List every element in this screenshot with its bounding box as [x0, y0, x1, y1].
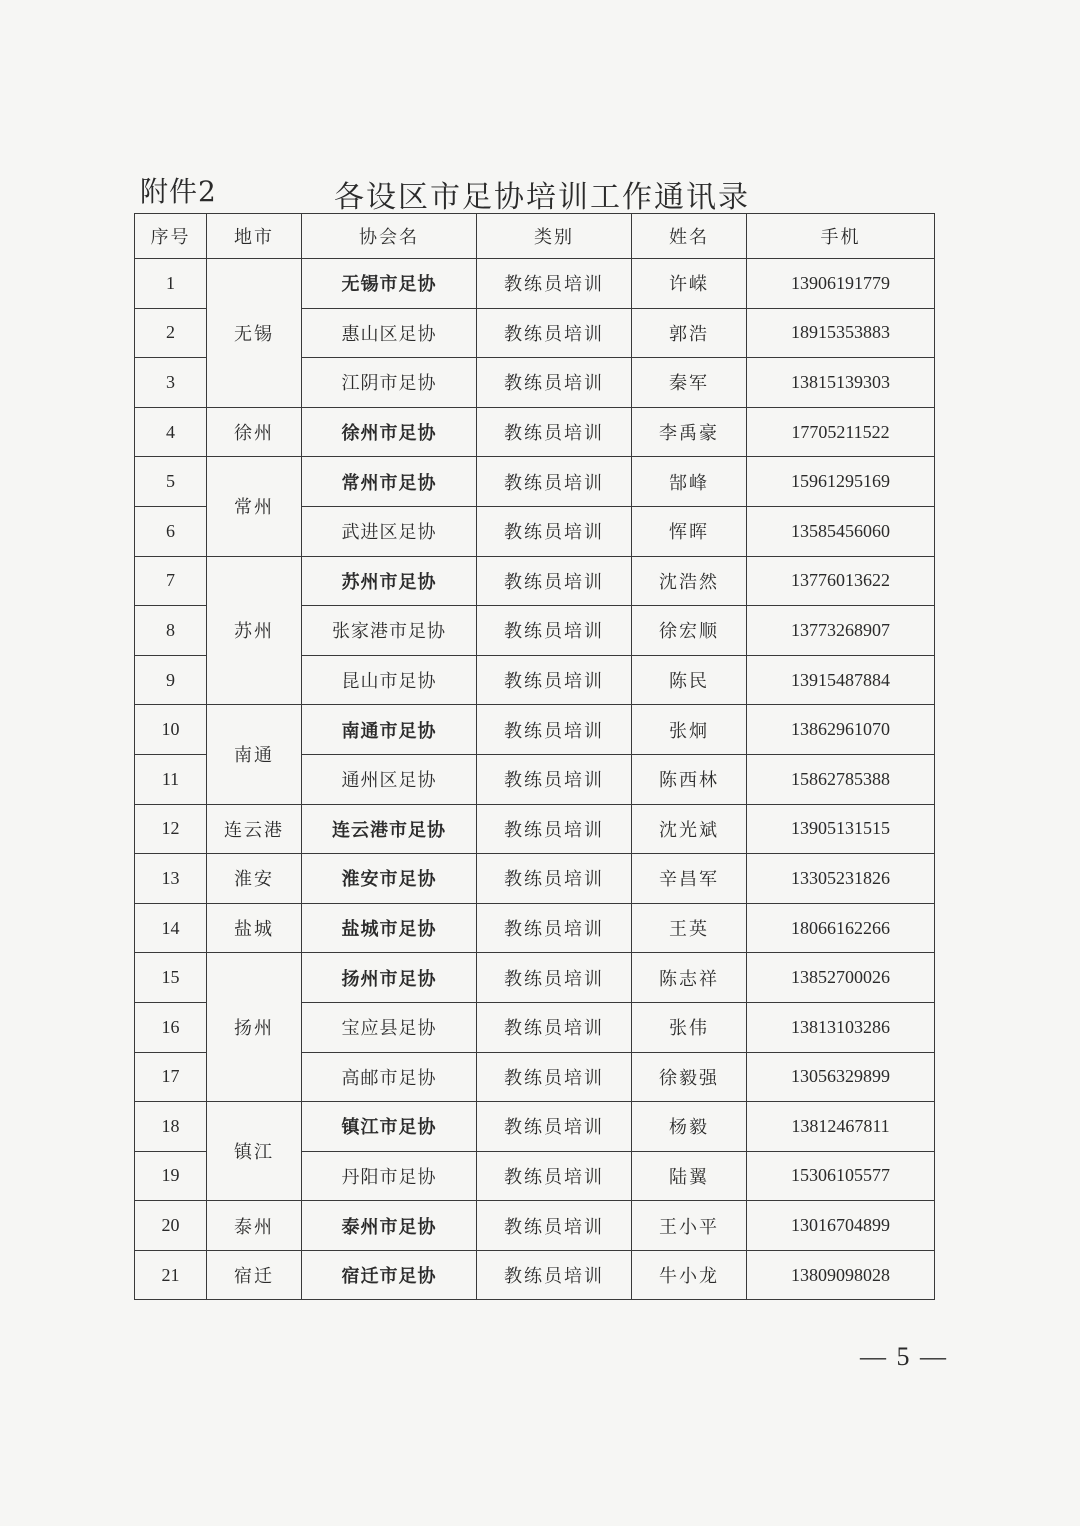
cell-category: 教练员培训 — [477, 953, 632, 1003]
cell-seq: 2 — [135, 308, 207, 358]
cell-category: 教练员培训 — [477, 655, 632, 705]
table-row — [135, 556, 935, 606]
cell-name: 陈志祥 — [632, 953, 747, 1003]
cell-city: 南通 — [207, 705, 302, 804]
cell-city: 扬州 — [207, 953, 302, 1102]
cell-phone: 18915353883 — [747, 308, 935, 358]
cell-category: 教练员培训 — [477, 1002, 632, 1052]
cell-association: 泰州市足协 — [302, 1201, 477, 1251]
table-row — [135, 854, 935, 904]
cell-association: 高邮市足协 — [302, 1052, 477, 1102]
cell-seq: 16 — [135, 1002, 207, 1052]
column-header-phone: 手机 — [747, 214, 935, 259]
cell-seq: 9 — [135, 655, 207, 705]
cell-category: 教练员培训 — [477, 1151, 632, 1201]
cell-seq: 18 — [135, 1102, 207, 1152]
table-body — [135, 259, 935, 1300]
cell-city: 宿迁 — [207, 1250, 302, 1300]
cell-category: 教练员培训 — [477, 754, 632, 804]
cell-phone: 13056329899 — [747, 1052, 935, 1102]
cell-name: 王英 — [632, 903, 747, 953]
table-row — [135, 259, 935, 309]
cell-name: 徐宏顺 — [632, 606, 747, 656]
cell-association: 通州区足协 — [302, 754, 477, 804]
cell-name: 陈西林 — [632, 754, 747, 804]
cell-name: 杨毅 — [632, 1102, 747, 1152]
cell-association: 南通市足协 — [302, 705, 477, 755]
cell-association: 江阴市足协 — [302, 358, 477, 408]
cell-name: 陈民 — [632, 655, 747, 705]
cell-seq: 15 — [135, 953, 207, 1003]
cell-association: 淮安市足协 — [302, 854, 477, 904]
cell-seq: 11 — [135, 754, 207, 804]
cell-association: 宿迁市足协 — [302, 1250, 477, 1300]
cell-category: 教练员培训 — [477, 1052, 632, 1102]
cell-seq: 21 — [135, 1250, 207, 1300]
cell-category: 教练员培训 — [477, 1250, 632, 1300]
cell-seq: 6 — [135, 506, 207, 556]
cell-phone: 13776013622 — [747, 556, 935, 606]
cell-city: 常州 — [207, 457, 302, 556]
cell-association: 镇江市足协 — [302, 1102, 477, 1152]
cell-category: 教练员培训 — [477, 903, 632, 953]
cell-city: 连云港 — [207, 804, 302, 854]
table-row — [135, 903, 935, 953]
cell-phone: 17705211522 — [747, 407, 935, 457]
cell-name: 沈浩然 — [632, 556, 747, 606]
cell-association: 苏州市足协 — [302, 556, 477, 606]
cell-city: 苏州 — [207, 556, 302, 705]
cell-category: 教练员培训 — [477, 259, 632, 309]
attachment-label: 附件2 — [140, 175, 217, 208]
cell-phone: 13862961070 — [747, 705, 935, 755]
cell-phone: 13809098028 — [747, 1250, 935, 1300]
cell-category: 教练员培训 — [477, 705, 632, 755]
contact-table — [134, 213, 935, 1300]
cell-category: 教练员培训 — [477, 407, 632, 457]
cell-seq: 5 — [135, 457, 207, 507]
cell-seq: 20 — [135, 1201, 207, 1251]
table-row — [135, 804, 935, 854]
cell-association: 连云港市足协 — [302, 804, 477, 854]
cell-name: 沈光斌 — [632, 804, 747, 854]
cell-seq: 3 — [135, 358, 207, 408]
cell-city: 镇江 — [207, 1102, 302, 1201]
column-header-city: 地市 — [207, 214, 302, 259]
cell-name: 李禹豪 — [632, 407, 747, 457]
cell-city: 无锡 — [207, 259, 302, 408]
cell-seq: 17 — [135, 1052, 207, 1102]
cell-seq: 7 — [135, 556, 207, 606]
cell-seq: 4 — [135, 407, 207, 457]
cell-association: 武进区足协 — [302, 506, 477, 556]
cell-seq: 13 — [135, 854, 207, 904]
cell-category: 教练员培训 — [477, 506, 632, 556]
cell-seq: 1 — [135, 259, 207, 309]
cell-association: 宝应县足协 — [302, 1002, 477, 1052]
cell-association: 昆山市足协 — [302, 655, 477, 705]
cell-name: 郭浩 — [632, 308, 747, 358]
cell-phone: 13016704899 — [747, 1201, 935, 1251]
cell-category: 教练员培训 — [477, 1201, 632, 1251]
cell-association: 扬州市足协 — [302, 953, 477, 1003]
cell-association: 常州市足协 — [302, 457, 477, 507]
cell-name: 张伟 — [632, 1002, 747, 1052]
cell-phone: 15862785388 — [747, 754, 935, 804]
cell-category: 教练员培训 — [477, 606, 632, 656]
cell-phone: 13915487884 — [747, 655, 935, 705]
cell-category: 教练员培训 — [477, 556, 632, 606]
page-title: 各设区市足协培训工作通讯录 — [334, 180, 750, 215]
table-row — [135, 407, 935, 457]
cell-association: 丹阳市足协 — [302, 1151, 477, 1201]
cell-category: 教练员培训 — [477, 308, 632, 358]
table-row — [135, 457, 935, 507]
cell-seq: 10 — [135, 705, 207, 755]
page-number: — 5 — — [860, 1342, 948, 1371]
cell-phone: 15306105577 — [747, 1151, 935, 1201]
column-header-association: 协会名 — [302, 214, 477, 259]
column-header-seq: 序号 — [135, 214, 207, 259]
cell-phone: 13773268907 — [747, 606, 935, 656]
table-header-row — [135, 214, 935, 259]
cell-phone: 13812467811 — [747, 1102, 935, 1152]
cell-category: 教练员培训 — [477, 854, 632, 904]
cell-city: 泰州 — [207, 1201, 302, 1251]
cell-city: 徐州 — [207, 407, 302, 457]
cell-category: 教练员培训 — [477, 1102, 632, 1152]
cell-phone: 13906191779 — [747, 259, 935, 309]
cell-phone: 18066162266 — [747, 903, 935, 953]
cell-name: 陆翼 — [632, 1151, 747, 1201]
cell-category: 教练员培训 — [477, 358, 632, 408]
cell-phone: 13585456060 — [747, 506, 935, 556]
table-row — [135, 1201, 935, 1251]
cell-name: 许嵘 — [632, 259, 747, 309]
cell-phone: 15961295169 — [747, 457, 935, 507]
cell-name: 牛小龙 — [632, 1250, 747, 1300]
cell-seq: 12 — [135, 804, 207, 854]
cell-phone: 13905131515 — [747, 804, 935, 854]
cell-association: 无锡市足协 — [302, 259, 477, 309]
cell-name: 王小平 — [632, 1201, 747, 1251]
cell-name: 恽晖 — [632, 506, 747, 556]
cell-phone: 13815139303 — [747, 358, 935, 408]
cell-category: 教练员培训 — [477, 804, 632, 854]
cell-city: 淮安 — [207, 854, 302, 904]
table-row — [135, 1250, 935, 1300]
cell-category: 教练员培训 — [477, 457, 632, 507]
cell-phone: 13852700026 — [747, 953, 935, 1003]
table-row — [135, 1102, 935, 1152]
cell-association: 盐城市足协 — [302, 903, 477, 953]
table-row — [135, 705, 935, 755]
cell-association: 张家港市足协 — [302, 606, 477, 656]
cell-name: 辛昌军 — [632, 854, 747, 904]
cell-seq: 19 — [135, 1151, 207, 1201]
cell-association: 徐州市足协 — [302, 407, 477, 457]
cell-seq: 8 — [135, 606, 207, 656]
cell-phone: 13813103286 — [747, 1002, 935, 1052]
cell-seq: 14 — [135, 903, 207, 953]
cell-name: 秦军 — [632, 358, 747, 408]
cell-city: 盐城 — [207, 903, 302, 953]
cell-name: 徐毅强 — [632, 1052, 747, 1102]
column-header-category: 类别 — [477, 214, 632, 259]
cell-name: 张炯 — [632, 705, 747, 755]
cell-name: 郜峰 — [632, 457, 747, 507]
column-header-name: 姓名 — [632, 214, 747, 259]
cell-association: 惠山区足协 — [302, 308, 477, 358]
cell-phone: 13305231826 — [747, 854, 935, 904]
table-row — [135, 953, 935, 1003]
